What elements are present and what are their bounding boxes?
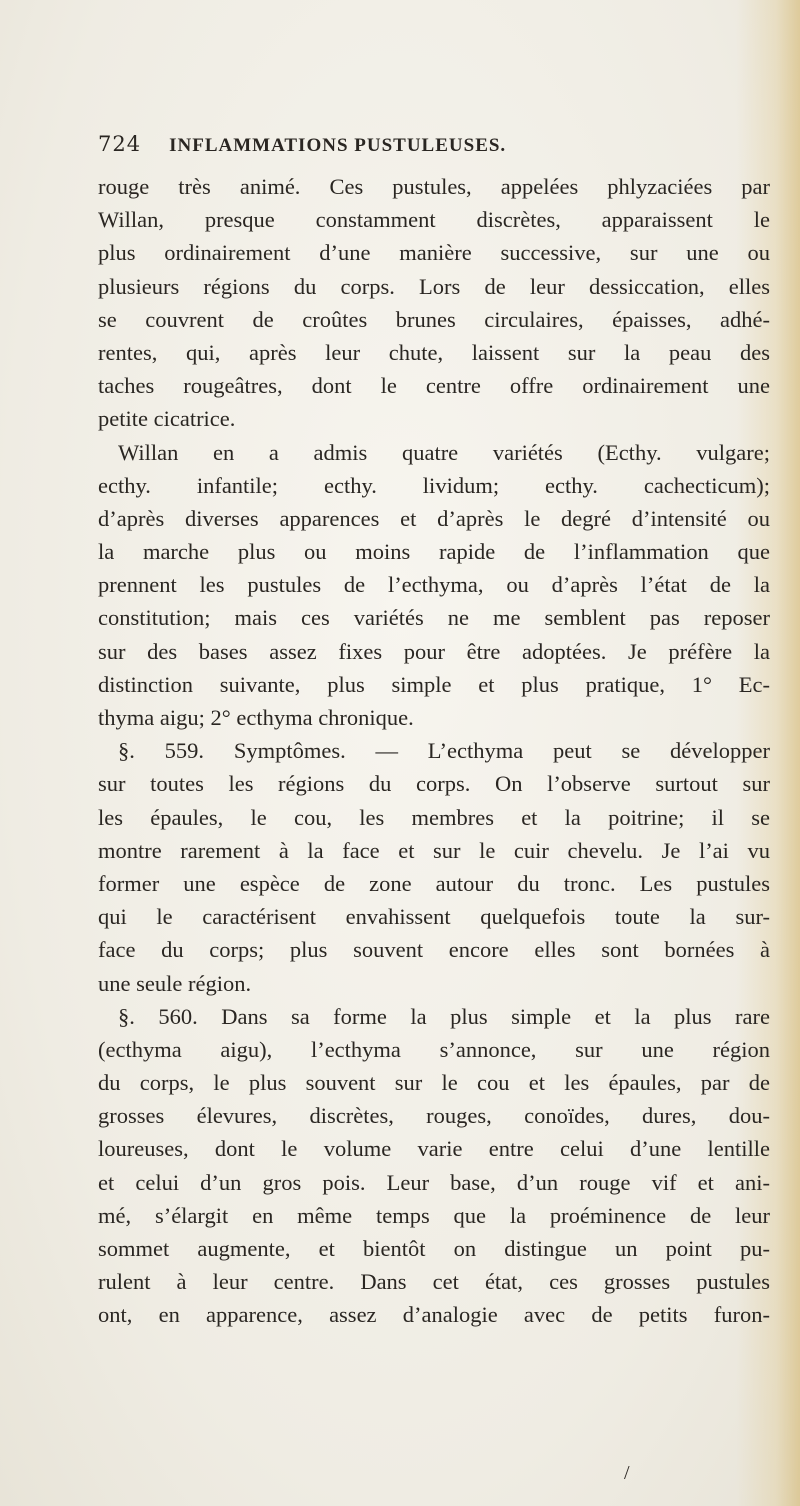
text-line: former une espèce de zone autour du tronc. Les pustules xyxy=(98,870,770,896)
text-line: se couvrent de croûtes brunes circulaires, épaisses, adhé- xyxy=(98,306,770,332)
text-line: prennent les pustules de l’ecthyma, ou d’après l’état de la xyxy=(98,572,770,598)
text-line: Willan, presque constamment discrètes, apparaissent le xyxy=(98,207,770,233)
text-line: plusieurs régions du corps. Lors de leur dessiccation, elles xyxy=(98,273,770,299)
text-line: distinction suivante, plus simple et plus pratique, 1° Ec- xyxy=(98,671,770,697)
text-line: petite cicatrice. xyxy=(98,406,236,432)
text-line: rouge très animé. Ces pustules, appelées phlyzaciées par xyxy=(98,174,770,199)
text-line: sur toutes les régions du corps. On l’observe surtout sur xyxy=(98,771,770,797)
text-line: plus ordinairement d’une manière successive, sur une ou xyxy=(98,240,770,266)
text-line: ecthy. infantile; ecthy. lividum; ecthy. cachecticum); xyxy=(98,472,770,498)
page-header xyxy=(98,132,698,166)
text-line: sur des bases assez fixes pour être adoptées. Je préfère la xyxy=(98,638,770,664)
text-line: face du corps; plus souvent encore elles sont bornées à xyxy=(98,937,770,963)
text-line: sommet augmente, et bientôt on distingue un point pu- xyxy=(98,1236,770,1261)
text-line: (ecthyma aigu), l’ecthyma s’annonce, sur une région xyxy=(98,1036,770,1062)
text-line: grosses élevures, discrètes, rouges, conoïdes, dures, dou- xyxy=(98,1103,770,1129)
stray-mark: / xyxy=(624,1462,630,1484)
text-line: d’après diverses apparences et d’après le degré d’intensité ou xyxy=(98,505,770,531)
running-title: INFLAMMATIONS PUSTULEUSES. xyxy=(169,135,507,156)
text-line: rentes, qui, après leur chute, laissent sur la peau des xyxy=(98,339,770,365)
text-line: loureuses, dont le volume varie entre celui d’une lentille xyxy=(98,1136,770,1162)
text-line: Willan en a admis quatre variétés (Ecthy. vulgare; xyxy=(118,439,770,465)
text-line: du corps, le plus souvent sur le cou et les épaules, par de xyxy=(98,1070,770,1096)
page-number: 724 xyxy=(98,132,142,156)
text-line: thyma aigu; 2° ecthyma chronique. xyxy=(98,705,414,730)
text-line: les épaules, le cou, les membres et la poitrine; il se xyxy=(98,804,770,830)
text-line: une seule région. xyxy=(98,970,252,996)
text-line: constitution; mais ces variétés ne me semblent pas reposer xyxy=(98,605,770,631)
text-line: montre rarement à la face et sur le cuir chevelu. Je l’ai vu xyxy=(98,837,770,863)
body-text xyxy=(98,170,770,1332)
text-line: §. 559. Symptômes. — L’ecthyma peut se développer xyxy=(118,738,770,764)
text-line: §. 560. Dans sa forme la plus simple et la plus rare xyxy=(118,1003,770,1029)
text-line: ont, en apparence, assez d’analogie avec de petits furon- xyxy=(98,1302,770,1328)
text-line: la marche plus ou moins rapide de l’inflammation que xyxy=(98,539,770,565)
text-line: taches rougeâtres, dont le centre offre ordinairement une xyxy=(98,373,770,399)
text-line: et celui d’un gros pois. Leur base, d’un rouge vif et ani- xyxy=(98,1169,770,1195)
text-line: rulent à leur centre. Dans cet état, ces grosses pustules xyxy=(98,1269,770,1295)
text-line: mé, s’élargit en même temps que la proéminence de leur xyxy=(98,1202,770,1228)
text-line: qui le caractérisent envahissent quelquefois toute la sur- xyxy=(98,904,770,930)
